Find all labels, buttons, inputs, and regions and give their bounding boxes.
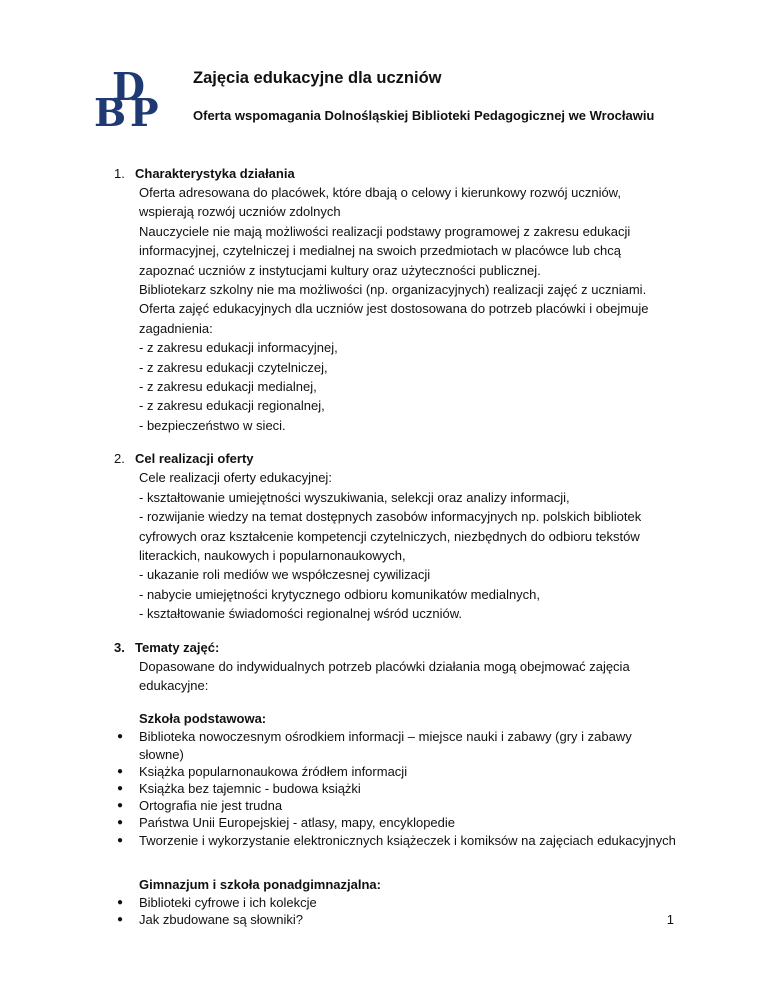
text-line: Nauczyciele nie mają możliwości realizacji podstawy programowej z zakresu edukacji [139, 223, 631, 239]
text-line: Oferta zajęć edukacyjnych dla uczniów jest dostosowana do potrzeb placówki i obejmuje [139, 301, 649, 317]
section-heading: Cel realizacji oferty [135, 451, 254, 467]
list-item-text: Książka bez tajemnic - budowa książki [139, 780, 361, 796]
list-item [0, 832, 768, 849]
text-line: literackich, naukowych i popularnonaukowych, [139, 547, 406, 563]
section-topics [0, 638, 768, 929]
section-characteristics [0, 164, 768, 435]
text-line: cyfrowych oraz kształcenie kompetencji czytelniczych, niezbędnych do odbioru tekstów [139, 528, 640, 544]
logo-letter-b: B [94, 90, 127, 132]
dash-item: - z zakresu edukacji regionalnej, [139, 398, 325, 414]
bullet-icon: ● [117, 817, 124, 829]
section-text [139, 468, 668, 623]
section-number: 2. [114, 451, 125, 467]
list-item [0, 780, 768, 797]
dash-item: - z zakresu edukacji czytelniczej, [139, 359, 328, 375]
bullet-icon: ● [117, 782, 124, 794]
text-line: informacyjnej, czytelniczej i medialnej na swoich przedmiotach w placówce lub chcą [139, 243, 621, 259]
list-item-text: Państwa Unii Europejskiej - atlasy, mapy, encyklopedie [139, 815, 455, 831]
dash-item: - kształtowanie świadomości regionalnej wśród uczniów. [139, 606, 462, 622]
text-line: zagadnienia: [139, 320, 213, 336]
list-item-text: Ortografia nie jest trudna [139, 798, 283, 814]
dash-item: - rozwijanie wiedzy na temat dostępnych zasobów informacyjnych np. polskich bibliotek [139, 509, 642, 525]
dash-item: - ukazanie roli mediów we współczesnej cywilizacji [139, 567, 431, 583]
bullet-icon: ● [117, 913, 124, 925]
document-subtitle: Oferta wspomagania Dolnośląskiej Biblioteki Pedagogicznej we Wrocławiu [193, 108, 655, 123]
bullet-icon: ● [117, 800, 124, 812]
list-item [0, 763, 768, 780]
list-item [0, 797, 768, 814]
page-number: 1 [666, 912, 674, 927]
dash-item: - nabycie umiejętności krytycznego odbioru komunikatów medialnych, [139, 586, 541, 602]
text-line: zapoznać uczniów z instytucjami kultury oraz użyteczności publicznej. [139, 262, 541, 278]
primary-school-heading: Szkoła podstawowa: [139, 711, 267, 727]
list-item-text: Książka popularnonaukowa źródłem informacji [139, 763, 408, 779]
list-item [0, 894, 768, 911]
section-heading: Tematy zajęć: [135, 639, 220, 655]
dbp-logo [92, 66, 182, 132]
bullet-icon: ● [117, 834, 124, 846]
section-text [139, 183, 668, 435]
text-line: Bibliotekarz szkolny nie ma możliwości (np. organizacyjnych) realizacji zajęć z uczniami. [139, 282, 647, 298]
list-item-text: Biblioteki cyfrowe i ich kolekcje [139, 894, 317, 910]
dash-item: - kształtowanie umiejętności wyszukiwania, selekcji oraz analizy informacji, [139, 489, 570, 505]
text-line: edukacyjne: [139, 677, 209, 693]
document-body [0, 164, 768, 928]
list-item [0, 728, 768, 762]
text-line: wspierają rozwój uczniów zdolnych [139, 204, 341, 220]
secondary-school-topics [0, 894, 768, 928]
list-item-text: Jak zbudowane są słowniki? [139, 911, 304, 927]
logo-letter-p: P [130, 90, 159, 132]
primary-school-topics [0, 728, 768, 848]
section-text [139, 657, 668, 696]
secondary-school-heading: Gimnazjum i szkoła ponadgimnazjalna: [139, 876, 381, 892]
text-line: Cele realizacji oferty edukacyjnej: [139, 470, 332, 486]
list-item [0, 911, 768, 928]
bullet-icon: ● [117, 765, 124, 777]
dash-item: - bezpieczeństwo w sieci. [139, 417, 286, 433]
bullet-icon: ● [117, 896, 124, 908]
section-number: 1. [114, 166, 125, 181]
section-goals [0, 449, 768, 623]
bullet-icon: ● [117, 731, 124, 743]
text-line: Dopasowane do indywidualnych potrzeb placówki działania mogą obejmować zajęcia [139, 658, 630, 674]
dash-item: - z zakresu edukacji informacyjnej, [139, 340, 338, 356]
list-item-text: Tworzenie i wykorzystanie elektronicznych książeczek i komiksów na zajęciach edukacyjnych [139, 832, 676, 848]
text-line: Oferta adresowana do placówek, które dbają o celowy i kierunkowy rozwój uczniów, [139, 185, 621, 200]
dash-item: - z zakresu edukacji medialnej, [139, 379, 317, 395]
logo-letter-d: D [112, 66, 145, 109]
list-item-text: Biblioteka nowoczesnym ośrodkiem informacji – miejsce nauki i zabawy (gry i zabawy słowne) [139, 729, 632, 762]
section-number: 3. [114, 639, 125, 655]
section-heading: Charakterystyka działania [135, 166, 295, 181]
document-title: Zajęcia edukacyjne dla uczniów [193, 69, 442, 87]
list-item [0, 814, 768, 831]
